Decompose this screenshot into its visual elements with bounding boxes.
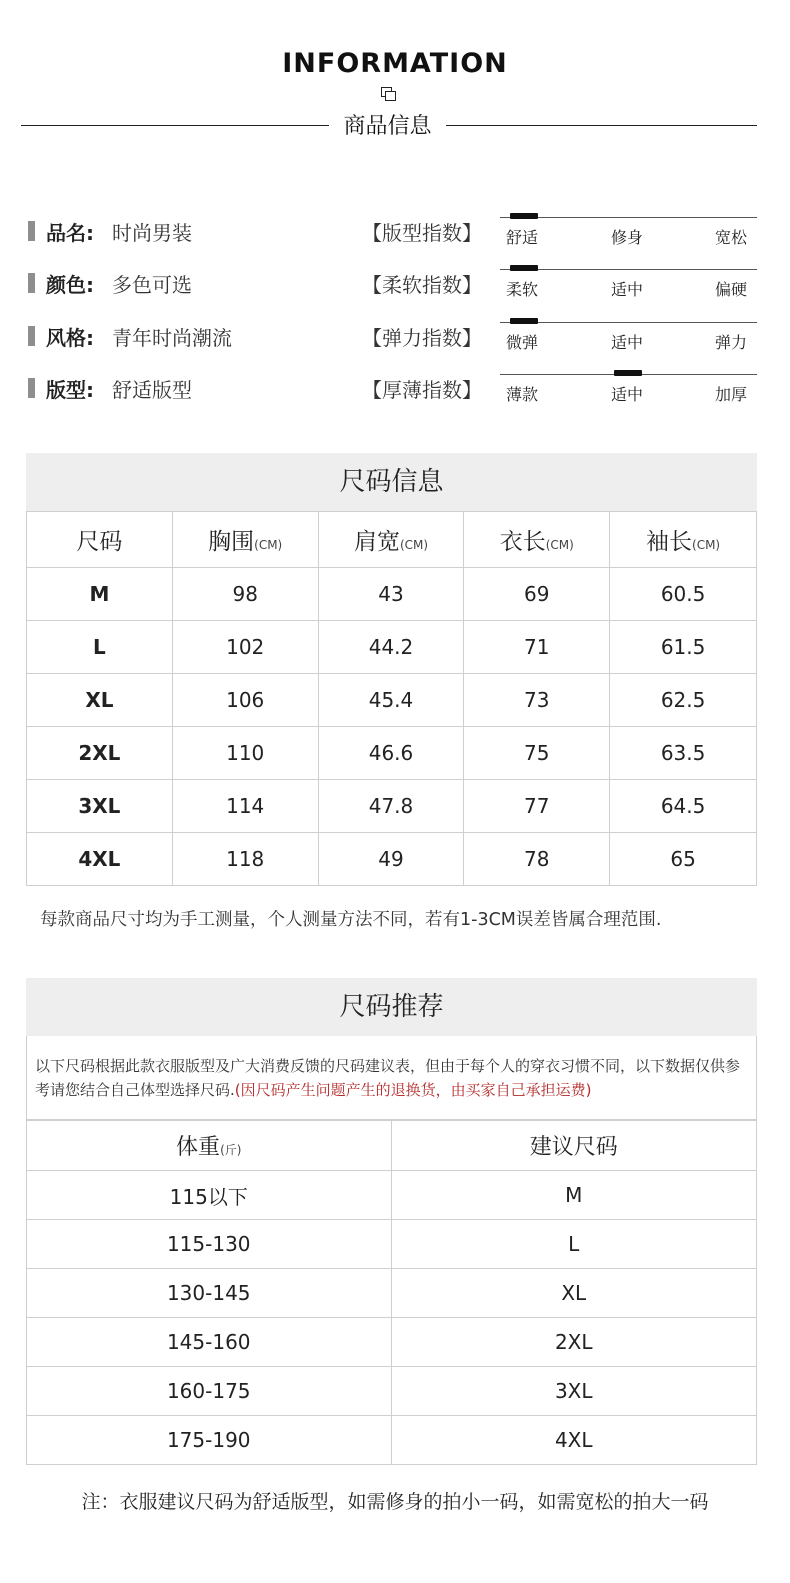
index-scale bbox=[500, 265, 757, 317]
measurement-note: 每款商品尺寸均为手工测量，个人测量方法不同，若有1-3CM误差皆属合理范围. bbox=[40, 910, 662, 930]
attribute-value: 时尚男装 bbox=[112, 221, 192, 245]
scale-marker bbox=[510, 318, 538, 324]
column-header: 胸围(CM) bbox=[172, 512, 318, 568]
table-row bbox=[27, 568, 757, 621]
index-label: 【版型指数】 bbox=[362, 221, 482, 245]
index-scale bbox=[500, 318, 757, 370]
scale-label-high: 弹力 bbox=[715, 333, 748, 352]
sleeve-cell: 61.5 bbox=[610, 621, 757, 674]
length-cell: 77 bbox=[464, 780, 610, 833]
scale-label-mid: 适中 bbox=[611, 333, 644, 352]
index-label: 【柔软指数】 bbox=[362, 273, 482, 297]
scale-label-low: 柔软 bbox=[506, 280, 539, 299]
length-cell: 73 bbox=[464, 674, 610, 727]
size-cell: M bbox=[391, 1171, 757, 1220]
attribute-key: 颜色: bbox=[46, 273, 94, 297]
attribute-row bbox=[0, 370, 790, 422]
table-row bbox=[27, 1171, 757, 1220]
index-label: 【弹力指数】 bbox=[362, 326, 482, 350]
section-subtitle: 商品信息 bbox=[343, 114, 432, 139]
attribute-row bbox=[0, 318, 790, 370]
scale-label-mid: 适中 bbox=[611, 385, 644, 404]
size-cell: XL bbox=[27, 674, 173, 727]
scale-label-mid: 修身 bbox=[611, 228, 644, 247]
size-cell: 4XL bbox=[391, 1416, 757, 1465]
size-cell: 3XL bbox=[391, 1367, 757, 1416]
table-header-row bbox=[27, 512, 757, 568]
attribute-key: 风格: bbox=[46, 326, 94, 350]
bullet-bar-icon bbox=[28, 273, 35, 293]
table-row bbox=[27, 1367, 757, 1416]
column-header: 袖长(CM) bbox=[610, 512, 757, 568]
shoulder-cell: 46.6 bbox=[318, 727, 464, 780]
table-row bbox=[27, 1269, 757, 1318]
recommend-description bbox=[26, 1036, 757, 1120]
chest-cell: 118 bbox=[172, 833, 318, 886]
length-cell: 75 bbox=[464, 727, 610, 780]
scale-label-high: 加厚 bbox=[715, 385, 748, 404]
attribute-value: 青年时尚潮流 bbox=[112, 326, 232, 350]
size-info-title: 尺码信息 bbox=[26, 453, 757, 511]
sleeve-cell: 65 bbox=[610, 833, 757, 886]
chest-cell: 102 bbox=[172, 621, 318, 674]
attribute-value: 舒适版型 bbox=[112, 378, 192, 402]
fit-note: 注：衣服建议尺码为舒适版型，如需修身的拍小一码，如需宽松的拍大一码 bbox=[81, 1491, 709, 1513]
information-header bbox=[0, 0, 790, 150]
size-cell: 3XL bbox=[27, 780, 173, 833]
recommend-desc-text: 以下尺码根据此款衣服版型及广大消费反馈的尺码建议表，但由于每个人的穿衣习惯不同，以下数据仅供参考请您结合自己体型选择尺码. bbox=[35, 1057, 741, 1099]
return-warning: (因尺码产生问题产生的退换货，由买家自己承担运费) bbox=[234, 1081, 592, 1099]
attribute-key: 版型: bbox=[46, 378, 94, 402]
divider-right bbox=[446, 125, 757, 126]
weight-cell: 115以下 bbox=[27, 1171, 392, 1220]
length-cell: 71 bbox=[464, 621, 610, 674]
length-cell: 78 bbox=[464, 833, 610, 886]
size-recommend-title: 尺码推荐 bbox=[26, 978, 757, 1036]
scale-label-low: 薄款 bbox=[506, 385, 539, 404]
table-row bbox=[27, 1416, 757, 1465]
table-row bbox=[27, 727, 757, 780]
bullet-bar-icon bbox=[28, 378, 35, 398]
attribute-row bbox=[0, 265, 790, 317]
shoulder-cell: 43 bbox=[318, 568, 464, 621]
shoulder-cell: 49 bbox=[318, 833, 464, 886]
information-title: INFORMATION bbox=[282, 48, 508, 79]
column-header: 建议尺码 bbox=[391, 1121, 757, 1171]
index-label: 【厚薄指数】 bbox=[362, 378, 482, 402]
column-header: 尺码 bbox=[27, 512, 173, 568]
size-cell: 2XL bbox=[27, 727, 173, 780]
attribute-row bbox=[0, 213, 790, 265]
chest-cell: 110 bbox=[172, 727, 318, 780]
scale-label-high: 偏硬 bbox=[715, 280, 748, 299]
size-cell: 4XL bbox=[27, 833, 173, 886]
size-cell: L bbox=[391, 1220, 757, 1269]
table-row bbox=[27, 833, 757, 886]
weight-cell: 130-145 bbox=[27, 1269, 392, 1318]
chest-cell: 114 bbox=[172, 780, 318, 833]
scale-marker bbox=[510, 265, 538, 271]
table-header-row bbox=[27, 1121, 757, 1171]
divider-left bbox=[21, 125, 329, 126]
double-square-icon bbox=[381, 87, 397, 101]
scale-label-low: 舒适 bbox=[506, 228, 539, 247]
column-header: 肩宽(CM) bbox=[318, 512, 464, 568]
weight-cell: 145-160 bbox=[27, 1318, 392, 1367]
bullet-bar-icon bbox=[28, 326, 35, 346]
sleeve-cell: 60.5 bbox=[610, 568, 757, 621]
table-row bbox=[27, 780, 757, 833]
scale-label-high: 宽松 bbox=[715, 228, 748, 247]
size-recommend-table bbox=[26, 1120, 757, 1465]
weight-cell: 115-130 bbox=[27, 1220, 392, 1269]
sleeve-cell: 63.5 bbox=[610, 727, 757, 780]
length-cell: 69 bbox=[464, 568, 610, 621]
size-cell: M bbox=[27, 568, 173, 621]
table-row bbox=[27, 1220, 757, 1269]
shoulder-cell: 44.2 bbox=[318, 621, 464, 674]
attribute-value: 多色可选 bbox=[112, 273, 192, 297]
size-info-table bbox=[26, 511, 757, 886]
shoulder-cell: 45.4 bbox=[318, 674, 464, 727]
scale-marker bbox=[510, 213, 538, 219]
weight-cell: 175-190 bbox=[27, 1416, 392, 1465]
chest-cell: 98 bbox=[172, 568, 318, 621]
column-header: 衣长(CM) bbox=[464, 512, 610, 568]
shoulder-cell: 47.8 bbox=[318, 780, 464, 833]
attribute-key: 品名: bbox=[46, 221, 94, 245]
size-cell: L bbox=[27, 621, 173, 674]
column-header: 体重(斤) bbox=[27, 1121, 392, 1171]
weight-cell: 160-175 bbox=[27, 1367, 392, 1416]
sleeve-cell: 64.5 bbox=[610, 780, 757, 833]
table-row bbox=[27, 674, 757, 727]
size-cell: XL bbox=[391, 1269, 757, 1318]
index-scale bbox=[500, 370, 757, 422]
size-cell: 2XL bbox=[391, 1318, 757, 1367]
scale-label-mid: 适中 bbox=[611, 280, 644, 299]
index-scale bbox=[500, 213, 757, 265]
scale-marker bbox=[614, 370, 642, 376]
table-row bbox=[27, 1318, 757, 1367]
table-row bbox=[27, 621, 757, 674]
bullet-bar-icon bbox=[28, 221, 35, 241]
chest-cell: 106 bbox=[172, 674, 318, 727]
scale-label-low: 微弹 bbox=[506, 333, 539, 352]
sleeve-cell: 62.5 bbox=[610, 674, 757, 727]
